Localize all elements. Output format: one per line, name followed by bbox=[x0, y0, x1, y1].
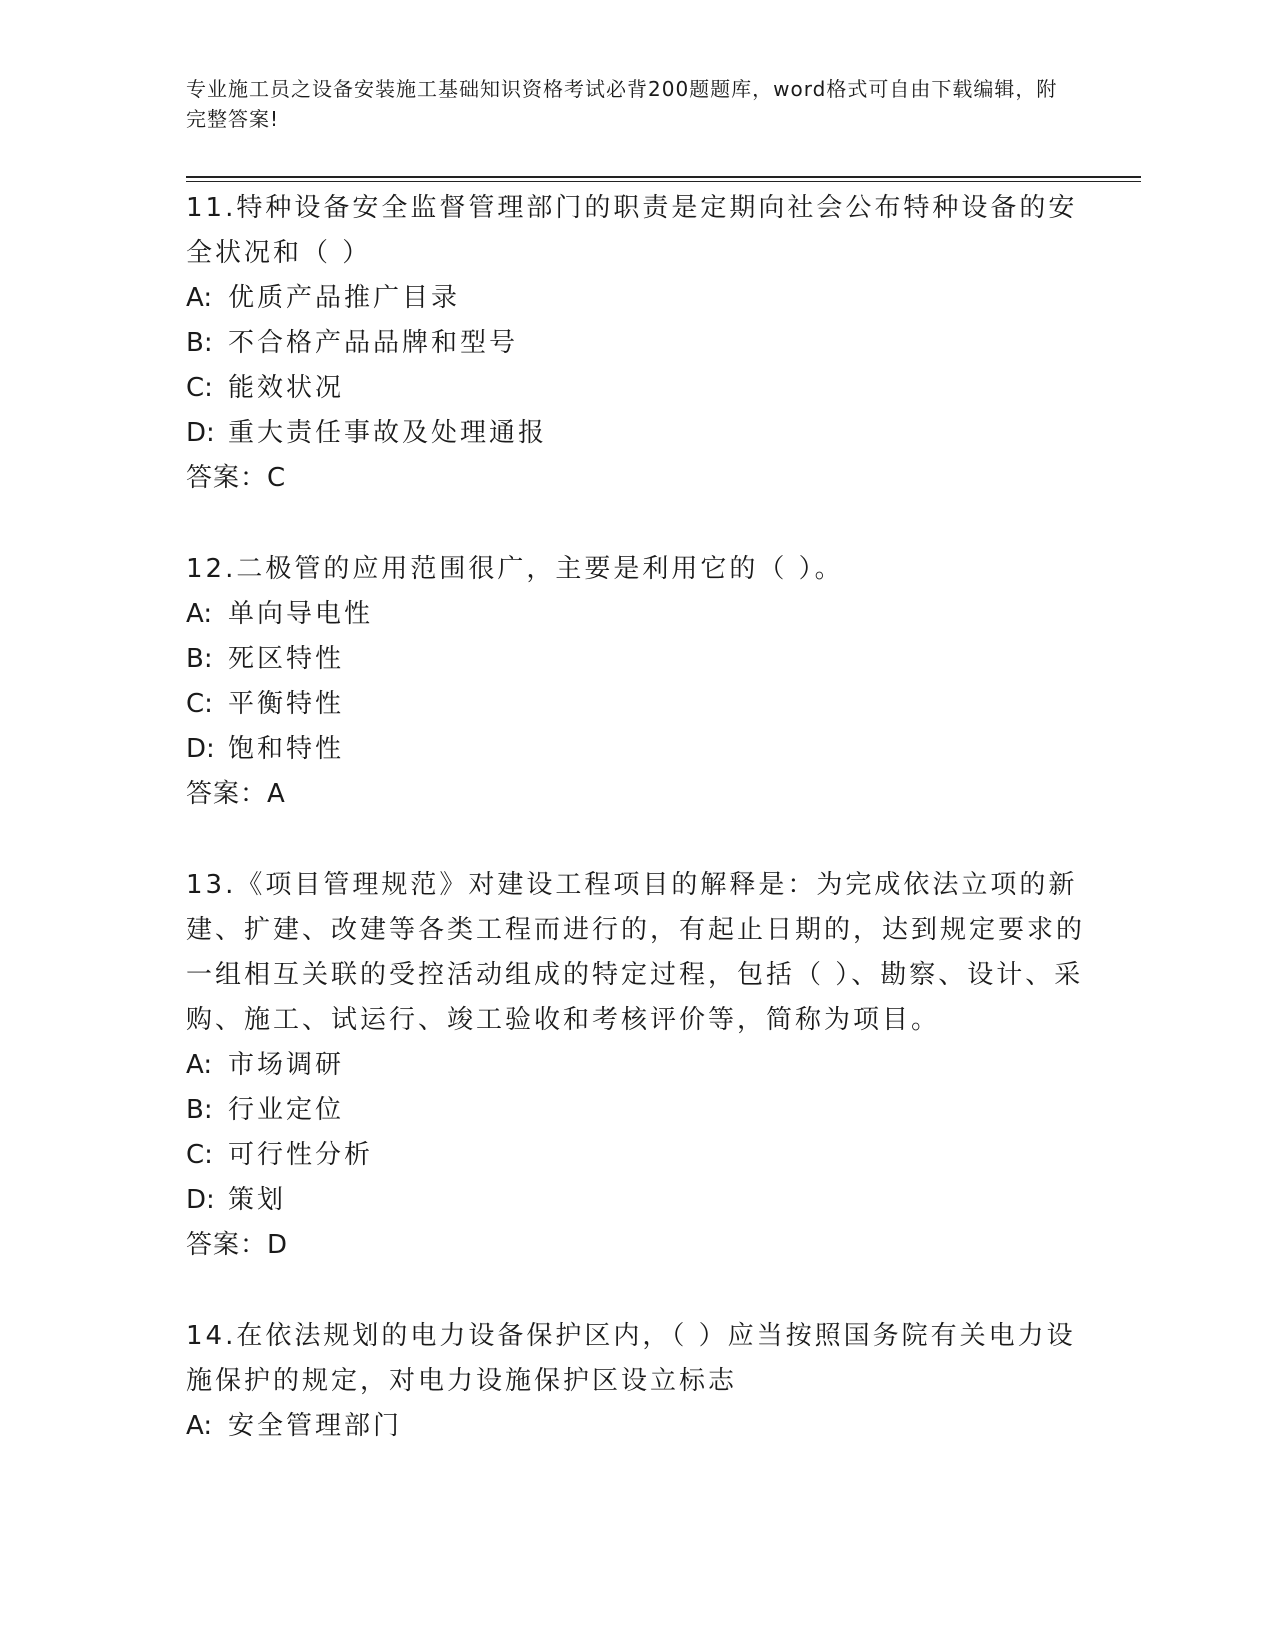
option-letter: A: bbox=[186, 283, 213, 313]
question-stem: 11.特种设备安全监督管理部门的职责是定期向社会公布特种设备的安全状况和（ ） bbox=[186, 193, 1078, 268]
question-stem: 13.《项目管理规范》对建设工程项目的解释是：为完成依法立项的新建、扩建、改建等各类工程而进行的，有起止日期的，达到规定要求的一组相互关联的受控活动组成的特定过程，包括（ ）、勘察、设计、采购、施工、试运行、竣工验收和考核评价等，简称为项目。 bbox=[186, 870, 1086, 1035]
option-letter: C: bbox=[186, 373, 213, 403]
option-letter: A: bbox=[186, 1050, 213, 1080]
option-a bbox=[186, 1043, 1086, 1088]
option-text: 可行性分析 bbox=[228, 1140, 374, 1170]
option-d bbox=[186, 1178, 1086, 1223]
question-11 bbox=[186, 186, 1086, 501]
question-spacer bbox=[186, 1268, 1086, 1314]
question-13 bbox=[186, 863, 1086, 1268]
header-divider-thick bbox=[186, 176, 1141, 178]
option-text: 行业定位 bbox=[228, 1095, 345, 1125]
option-text: 平衡特性 bbox=[228, 689, 345, 719]
option-text: 重大责任事故及处理通报 bbox=[228, 418, 548, 448]
option-letter: C: bbox=[186, 1140, 213, 1170]
option-a bbox=[186, 592, 1086, 637]
option-letter: B: bbox=[186, 644, 213, 674]
option-c bbox=[186, 366, 1086, 411]
option-text: 安全管理部门 bbox=[228, 1411, 403, 1441]
option-d bbox=[186, 727, 1086, 772]
option-d bbox=[186, 411, 1086, 456]
answer-line: 答案：D bbox=[186, 1230, 289, 1260]
option-a bbox=[186, 1404, 1086, 1449]
option-letter: A: bbox=[186, 1411, 213, 1441]
option-text: 不合格产品品牌和型号 bbox=[228, 328, 519, 358]
answer-line: 答案：A bbox=[186, 779, 286, 809]
option-letter: C: bbox=[186, 689, 213, 719]
question-stem: 14.在依法规划的电力设备保护区内，（ ）应当按照国务院有关电力设施保护的规定，对电力设施保护区设立标志 bbox=[186, 1321, 1076, 1396]
header-divider-thin bbox=[186, 181, 1141, 182]
question-spacer bbox=[186, 817, 1086, 863]
option-c bbox=[186, 1133, 1086, 1178]
option-letter: D: bbox=[186, 1185, 215, 1215]
option-letter: B: bbox=[186, 328, 213, 358]
option-text: 饱和特性 bbox=[228, 734, 345, 764]
option-a bbox=[186, 276, 1086, 321]
option-text: 市场调研 bbox=[228, 1050, 345, 1080]
option-letter: D: bbox=[186, 418, 215, 448]
option-text: 能效状况 bbox=[228, 373, 345, 403]
answer-line: 答案：C bbox=[186, 463, 287, 493]
question-12 bbox=[186, 547, 1086, 817]
option-c bbox=[186, 682, 1086, 727]
option-letter: A: bbox=[186, 599, 213, 629]
option-text: 死区特性 bbox=[228, 644, 345, 674]
option-b bbox=[186, 1088, 1086, 1133]
document-header: 专业施工员之设备安装施工基础知识资格考试必背200题题库，word格式可自由下载编辑，附完整答案! bbox=[186, 77, 1058, 131]
option-text: 优质产品推广目录 bbox=[228, 283, 461, 313]
option-b bbox=[186, 637, 1086, 682]
question-list bbox=[186, 186, 1086, 1449]
question-stem: 12.二极管的应用范围很广，主要是利用它的（ ）。 bbox=[186, 554, 844, 584]
option-letter: D: bbox=[186, 734, 215, 764]
option-text: 单向导电性 bbox=[228, 599, 374, 629]
question-spacer bbox=[186, 501, 1086, 547]
option-letter: B: bbox=[186, 1095, 213, 1125]
question-14 bbox=[186, 1314, 1086, 1449]
option-b bbox=[186, 321, 1086, 366]
option-text: 策划 bbox=[228, 1185, 287, 1215]
